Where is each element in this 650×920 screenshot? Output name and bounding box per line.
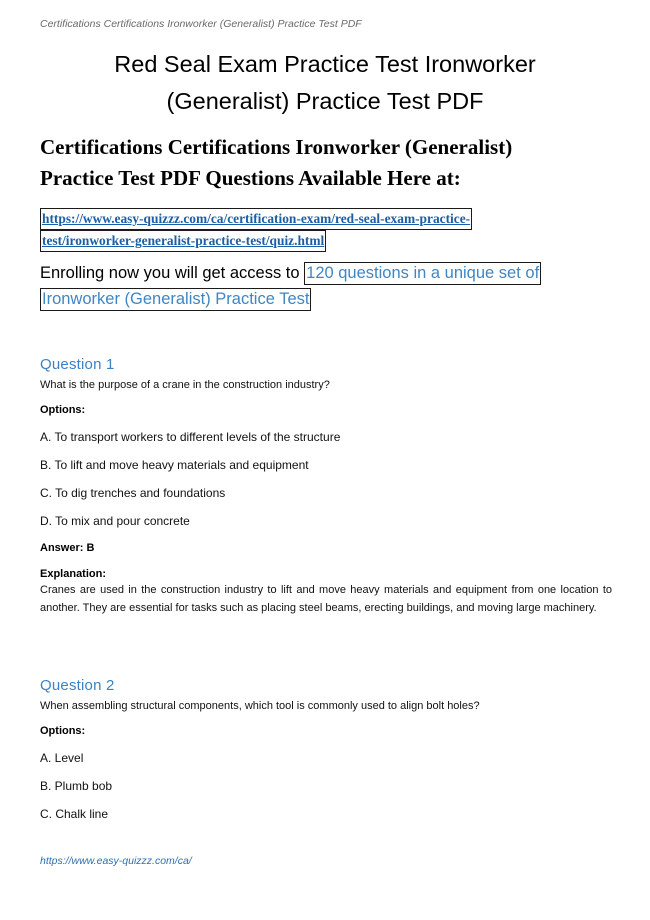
running-header: Certifications Certifications Ironworker (Generalist) Practice Test PDF xyxy=(40,18,362,30)
document-title xyxy=(20,46,630,120)
source-url-line-1[interactable]: https://www.easy-quizzz.com/ca/certification-exam/red-seal-exam-practice- xyxy=(40,208,472,230)
source-url-line-2[interactable]: test/ironworker-generalist-practice-test/quiz.html xyxy=(40,230,326,252)
explanation-text: Cranes are used in the construction industry to lift and move heavy materials and equipment from one location to another. They are essential for tasks such as placing steel beams, erecting buildings, and moving large machinery. xyxy=(40,584,612,614)
source-url-link[interactable] xyxy=(40,208,472,252)
question-block xyxy=(40,677,612,821)
option-c: C. To dig trenches and foundations xyxy=(40,486,226,500)
document-title-line-1: Red Seal Exam Practice Test Ironworker xyxy=(114,51,536,77)
question-block xyxy=(40,356,612,617)
question-text: When assembling structural components, which tool is commonly used to align bolt holes? xyxy=(40,700,480,712)
question-title: Question 2 xyxy=(40,677,115,694)
footer-link[interactable]: https://www.easy-quizzz.com/ca/ xyxy=(40,855,192,867)
document-title-line-2: (Generalist) Practice Test PDF xyxy=(166,88,484,114)
option-a: A. Level xyxy=(40,751,84,765)
subheading-line-1: Certifications Certifications Ironworker (Generalist) xyxy=(40,135,513,159)
option-b: B. Plumb bob xyxy=(40,779,113,793)
option-d: D. To mix and pour concrete xyxy=(40,514,190,528)
option-c: C. Chalk line xyxy=(40,807,109,821)
enroll-link-line-2[interactable]: Ironworker (Generalist) Practice Test xyxy=(40,288,311,311)
options-label: Options: xyxy=(40,725,86,737)
option-a: A. To transport workers to different levels of the structure xyxy=(40,430,341,444)
answer: Answer: B xyxy=(40,542,95,554)
enroll-paragraph xyxy=(40,260,541,312)
subheading xyxy=(40,132,620,194)
enroll-text: Enrolling now you will get access to xyxy=(40,264,305,282)
question-title: Question 1 xyxy=(40,356,115,373)
option-b: B. To lift and move heavy materials and equipment xyxy=(40,458,309,472)
question-text: What is the purpose of a crane in the construction industry? xyxy=(40,379,330,391)
options-label: Options: xyxy=(40,404,86,416)
subheading-line-2: Practice Test PDF Questions Available Here at: xyxy=(40,166,461,190)
explanation-label: Explanation: xyxy=(40,568,107,580)
enroll-link-line-1[interactable]: 120 questions in a unique set of xyxy=(304,262,541,285)
